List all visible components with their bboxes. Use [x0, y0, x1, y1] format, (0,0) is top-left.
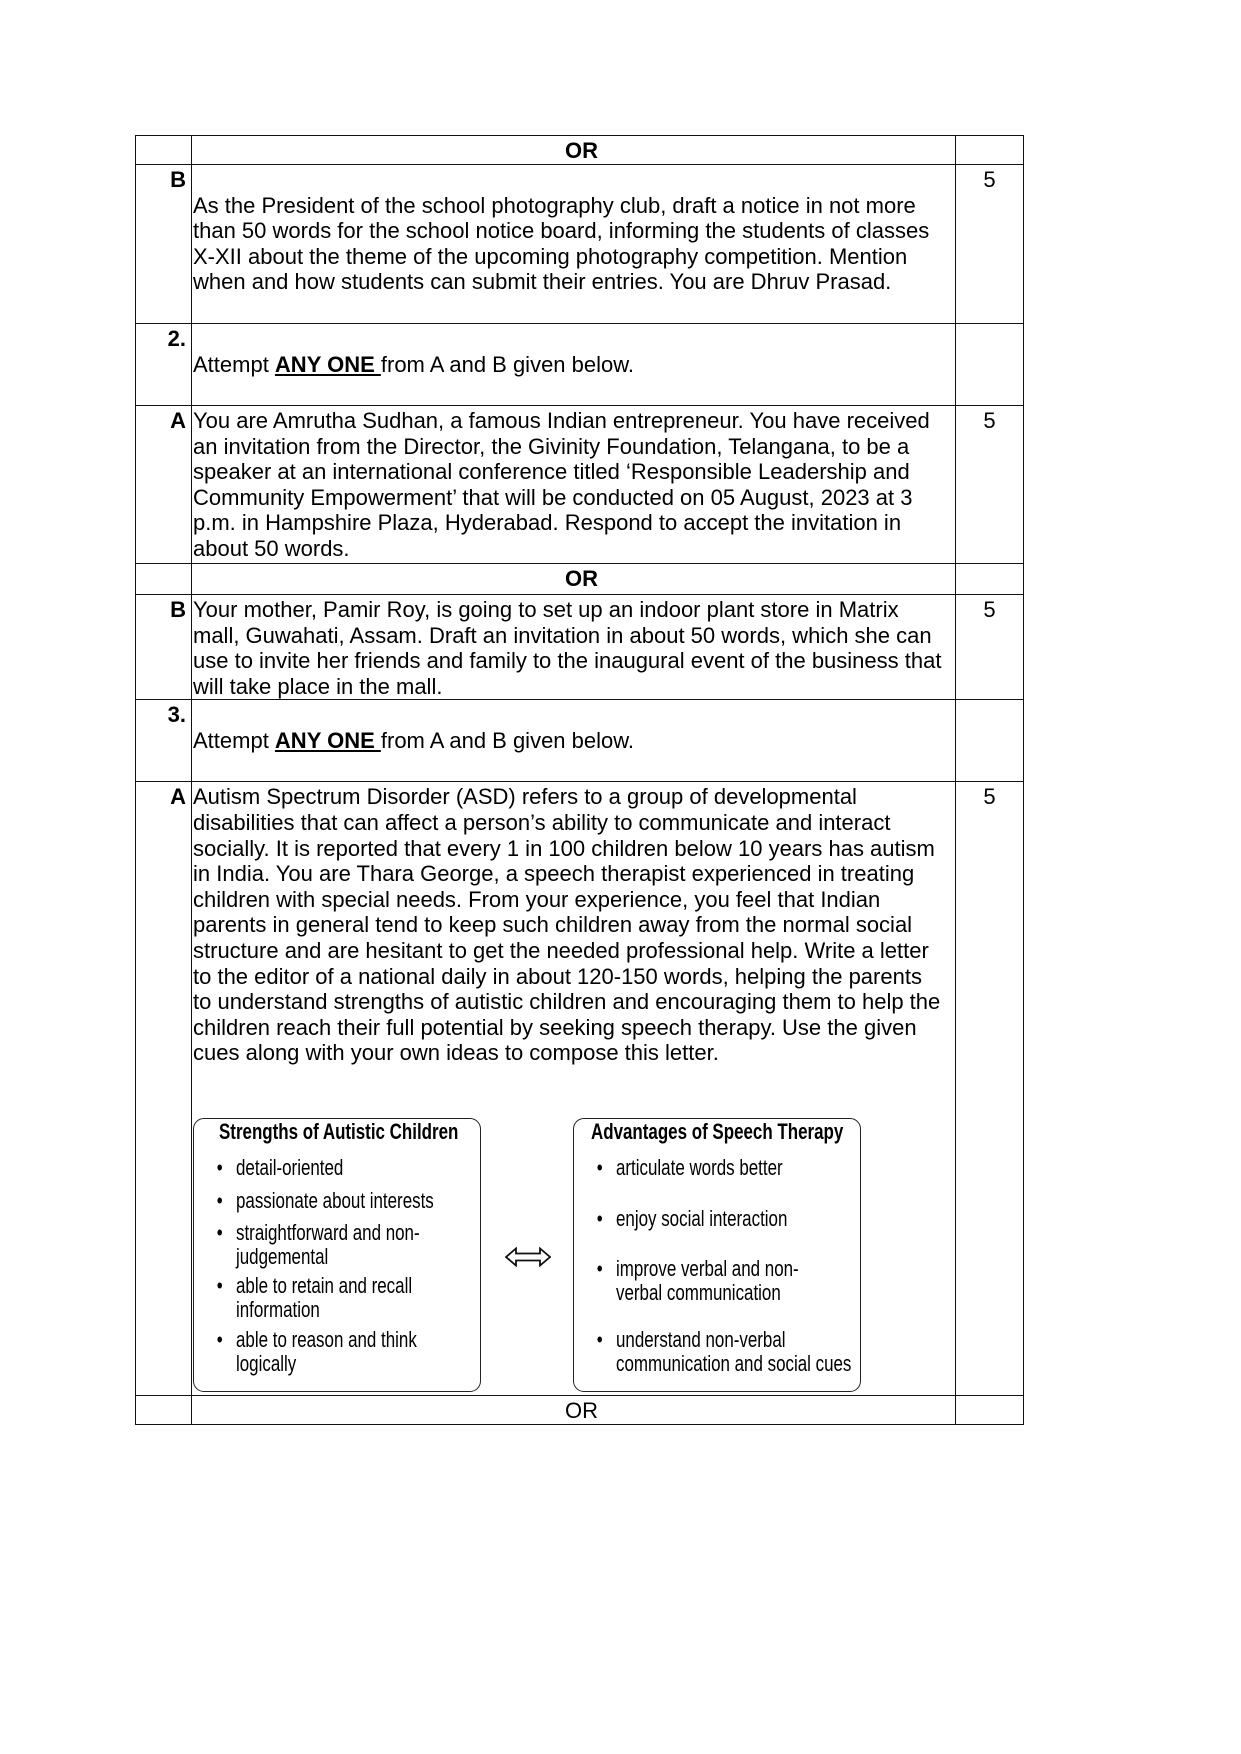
question-table	[135, 135, 1024, 1425]
or-divider-text: OR	[192, 1396, 956, 1425]
instruction-emphasis: ANY ONE	[274, 727, 381, 753]
question-text-cell	[192, 782, 956, 1396]
instruction-emphasis: ANY ONE	[274, 351, 381, 377]
instruction-cell	[192, 324, 956, 406]
question-text: Autism Spectrum Disorder (ASD) refers to a group of developmental disabilities that can affect a person’s ability to communicate and interact socially. It is reported that every 1 in 100 children below 10 years has autism in India. You are Thara George, a speech therapist experienced in treating children with special needs. From your experience, you feel that Indian parents in general tend to keep such children away from the normal social structure and are hesitant to get the needed professional help. Write a letter to the editor of a national daily in about 120-150 words, helping the parents to understand strengths of autistic children and encouraging them to help the children reach their full potential by seeking speech therapy. Use the given cues along with your own ideas to compose this letter.	[193, 784, 941, 1066]
label-cell	[136, 564, 192, 595]
cue-list-item: • able to reason and think logically	[236, 1328, 417, 1376]
question-number: 2.	[136, 324, 192, 406]
instruction-row	[136, 700, 1024, 782]
question-row	[136, 406, 1024, 564]
question-row	[136, 595, 1024, 700]
cue-box-title: Advantages of Speech Therapy	[591, 1119, 844, 1145]
question-label: B	[136, 595, 192, 700]
cue-list-item: • passionate about interests	[236, 1189, 434, 1213]
question-marks: 5	[956, 595, 1024, 700]
question-label: A	[136, 406, 192, 564]
question-marks: 5	[956, 406, 1024, 564]
double-arrow-icon	[505, 1247, 551, 1267]
question-marks: 5	[956, 782, 1024, 1396]
label-cell	[136, 1396, 192, 1425]
question-content	[193, 784, 953, 1395]
cue-box-title: Strengths of Autistic Children	[219, 1119, 459, 1145]
question-row	[136, 782, 1024, 1396]
question-marks: 5	[956, 165, 1024, 324]
question-text: Your mother, Pamir Roy, is going to set up an indoor plant store in Matrix mall, Guwahati, Assam. Draft an invitation in about 50 words, which she can use to invite her friends and family to the inaugural event of the business that will take place in the mall.	[193, 597, 942, 699]
marks-cell	[956, 700, 1024, 782]
or-divider-text: OR	[192, 564, 956, 595]
cue-list-item: • understand non-verbal communication and social cues	[616, 1328, 851, 1376]
or-row	[136, 564, 1024, 595]
question-text: You are Amrutha Sudhan, a famous Indian entrepreneur. You have received an invitation from the Director, the Givinity Foundation, Telangana, to be a speaker at an international conference titled ‘Responsible Leadership and Community Empowerment’ that will be conducted on 05 August, 2023 at 3 p.m. in Hampshire Plaza, Hyderabad. Respond to accept the invitation in about 50 words.	[193, 408, 930, 561]
instruction-text	[193, 326, 953, 377]
cue-list-item: • straightforward and non- judgemental	[236, 1221, 420, 1269]
marks-cell	[956, 564, 1024, 595]
instruction-prefix: Attempt	[193, 727, 275, 753]
or-row	[136, 136, 1024, 165]
question-text-cell	[192, 406, 956, 564]
question-number: 3.	[136, 700, 192, 782]
label-cell	[136, 136, 192, 165]
marks-cell	[956, 1396, 1024, 1425]
strengths-cue-box	[193, 1118, 481, 1392]
instruction-suffix: from A and B given below.	[380, 727, 635, 753]
question-label: A	[136, 782, 192, 1396]
cue-list-item: • able to retain and recall information	[236, 1274, 412, 1322]
cue-list-item: • enjoy social interaction	[616, 1207, 787, 1231]
question-row	[136, 165, 1024, 324]
cue-list-item: • articulate words better	[616, 1156, 783, 1180]
instruction-prefix: Attempt	[193, 351, 275, 377]
marks-cell	[956, 136, 1024, 165]
or-row	[136, 1396, 1024, 1425]
cue-list-item: • improve verbal and non- verbal communication	[616, 1257, 799, 1305]
question-text-cell	[192, 165, 956, 324]
instruction-cell	[192, 700, 956, 782]
or-divider-text: OR	[192, 136, 956, 165]
instruction-suffix: from A and B given below.	[380, 351, 635, 377]
double-arrow-shape	[506, 1249, 550, 1266]
question-text: As the President of the school photography club, draft a notice in not more than 50 words for the school notice board, informing the students of classes X-XII about the theme of the upcoming photography competition. Mention when and how students can submit their entries. You are Dhruv Prasad.	[193, 192, 930, 295]
instruction-row	[136, 324, 1024, 406]
speech-therapy-cue-box	[573, 1118, 861, 1392]
marks-cell	[956, 324, 1024, 406]
cue-list-item: • detail-oriented	[236, 1156, 343, 1180]
instruction-text	[193, 702, 953, 753]
question-label: B	[136, 165, 192, 324]
question-text-cell	[192, 595, 956, 700]
